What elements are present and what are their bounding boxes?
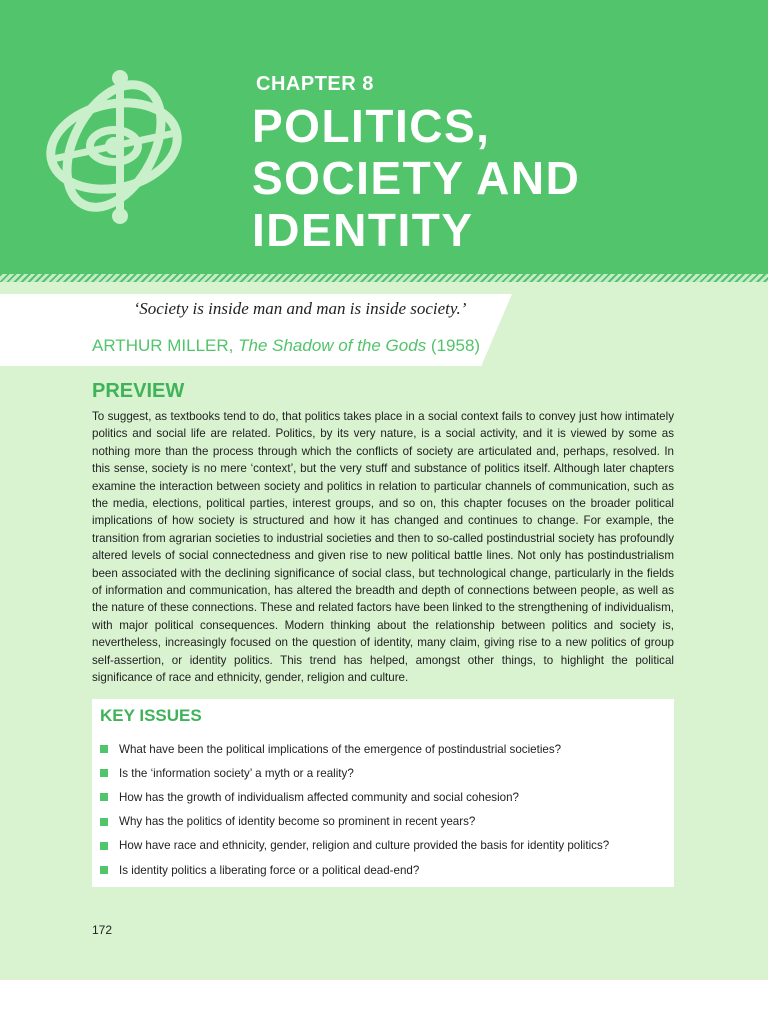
epigraph-work: The Shadow of the Gods [238, 336, 427, 355]
chapter-label: CHAPTER 8 [256, 73, 374, 95]
square-bullet-icon [100, 842, 108, 850]
key-issue-text: Is the ‘information society’ a myth or a reality? [119, 766, 354, 780]
key-issues-list [100, 737, 665, 882]
chapter-title-line: POLITICS, [252, 100, 491, 152]
page-number: 172 [92, 923, 113, 937]
key-issue-text: How have race and ethnicity, gender, religion and culture provided the basis for identity politics? [119, 839, 610, 853]
key-issue-item [100, 834, 665, 858]
square-bullet-icon [100, 745, 108, 753]
gyroscope-icon [28, 66, 198, 226]
chapter-title-line: SOCIETY AND [252, 152, 581, 204]
epigraph-quote: ‘Society is inside man and man is inside society.’ [133, 299, 467, 318]
chapter-header [0, 0, 768, 274]
epigraph-source [92, 336, 480, 356]
square-bullet-icon [100, 818, 108, 826]
chapter-title [252, 100, 732, 256]
key-issue-item [100, 810, 665, 834]
epigraph-author: ARTHUR MILLER, [92, 336, 234, 355]
square-bullet-icon [100, 866, 108, 874]
preview-heading: PREVIEW [92, 380, 185, 402]
square-bullet-icon [100, 769, 108, 777]
key-issue-item [100, 785, 665, 809]
key-issue-item [100, 737, 665, 761]
key-issue-item [100, 761, 665, 785]
header-hatch-divider [0, 274, 768, 282]
square-bullet-icon [100, 793, 108, 801]
epigraph-year: (1958) [430, 336, 481, 355]
key-issues-heading: KEY ISSUES [100, 706, 202, 725]
key-issue-text: What have been the political implications of the emergence of postindustrial societies? [119, 742, 562, 756]
key-issue-text: Is identity politics a liberating force or a political dead-end? [119, 863, 420, 877]
chapter-title-line: IDENTITY [252, 204, 474, 256]
key-issue-text: Why has the politics of identity become so prominent in recent years? [119, 815, 476, 829]
key-issue-item [100, 858, 665, 882]
preview-body: To suggest, as textbooks tend to do, that politics takes place in a social context fails to convey just how intimately politics and social life are related. Politics, by its very nature, is a social activity, and it is viewed by some as nothing more than the process through which the conflicts of society are articulated and, perhaps, resolved. In this sense, society is no mere ‘context’, but the very stuff and substance of politics itself. Although later chapters examine the interaction between society and politics in relation to particular channels of communication, such as the media, elections, political parties, interest groups, and so on, this chapter focuses on the broader political implications of how society is structured and how it has changed and continues to change. For example, the transition from agrarian societies to industrial societies and then to so-called postindustrial society has profoundly altered levels of social connectedness and given rise to new political battle lines. Not only has postindustrialism been associated with the declining significance of social class, but technological change, particularly in the fields of information and communication, has altered the breadth and depth of connections between people, as well as the nature of these connections. These and related factors have been linked to the strengthening of individualism, with major political consequences. Modern thinking about the relationship between politics and society is, nevertheless, increasingly focused on the question of identity, many claim, giving rise to a new politics of group self-assertion, or identity politics. This trend has helped, amongst other things, to highlight the political significance of race and ethnicity, gender, religion and culture. [92, 410, 674, 685]
key-issues-box [92, 699, 674, 887]
key-issue-text: How has the growth of individualism affected community and social cohesion? [119, 790, 519, 804]
